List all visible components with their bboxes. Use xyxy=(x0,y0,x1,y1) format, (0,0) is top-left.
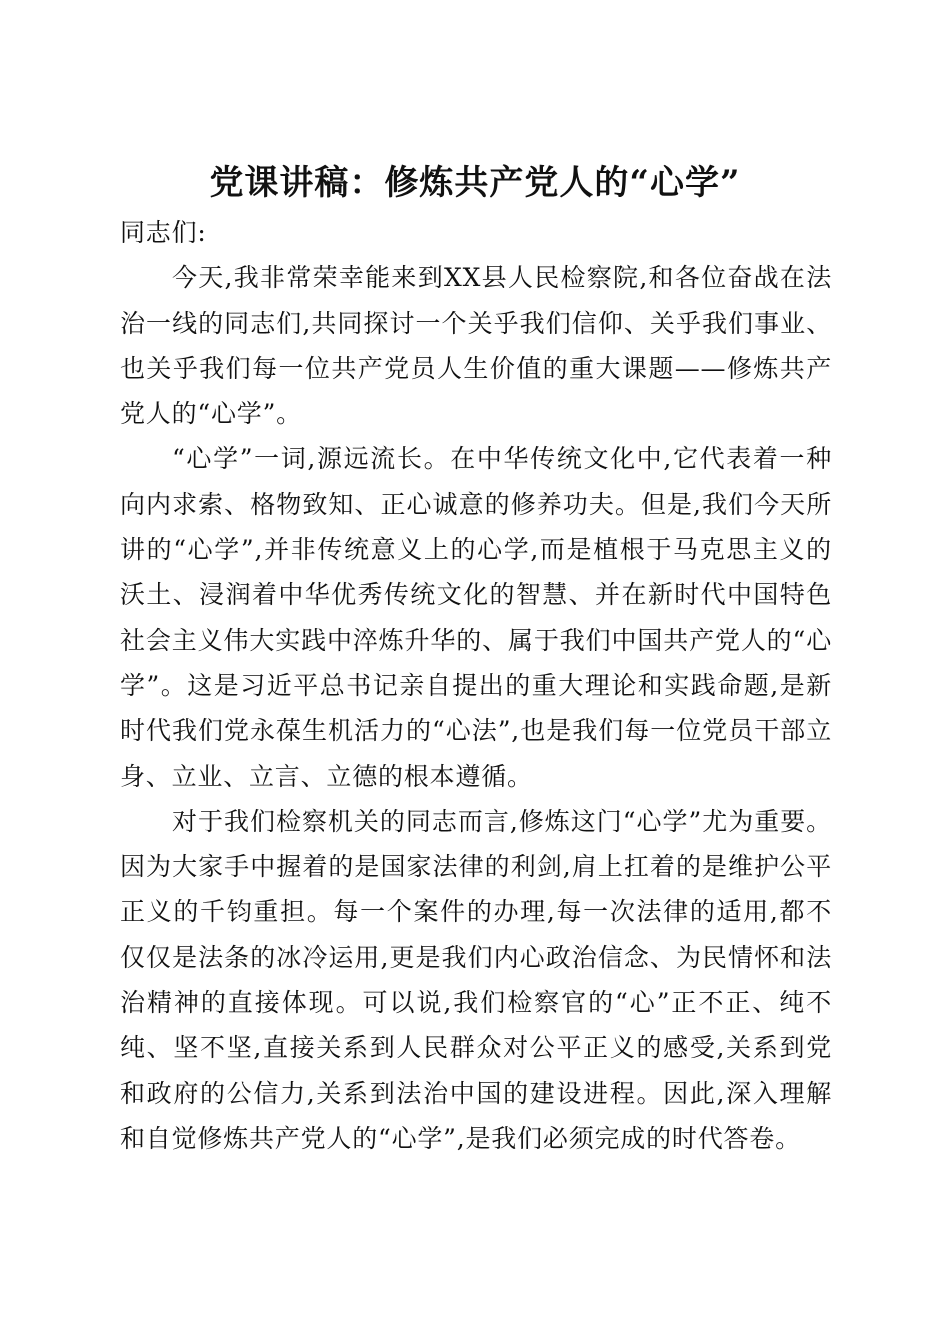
document-title: 党课讲稿：修炼共产党人的“心学” xyxy=(209,162,741,203)
paragraph-3: 对于我们检察机关的同志而言,修炼这门“心学”尤为重要。因为大家手中握着的是国家法律的利剑,肩上扛着的是维护公平正义的千钧重担。每一个案件的办理,每一次法律的适用,都不仅仅是法条的冰冷运用,更是我们内心政治信念、为民情怀和法治精神的直接体现。可以说,我们检察官的“心”正不正、纯不纯、坚不坚,直接关系到人民群众对公平正义的感受,关系到党和政府的公信力,关系到法治中国的建设进程。因此,深入理解和自觉修炼共产党人的“心学”,是我们必须完成的时代答卷。 xyxy=(120,806,832,1153)
salutation: 同志们: xyxy=(120,218,207,247)
paragraph-1: 今天,我非常荣幸能来到XX县人民检察院,和各位奋战在法治一线的同志们,共同探讨一个关乎我们信仰、关乎我们事业、也关乎我们每一位共产党员人生价值的重大课题——修炼共产党人的“心学”。 xyxy=(120,263,832,429)
document-body xyxy=(120,210,832,1161)
paragraph-2: “心学”一词,源远流长。在中华传统文化中,它代表着一种向内求索、格物致知、正心诚意的修养功夫。但是,我们今天所讲的“心学”,并非传统意义上的心学,而是植根于马克思主义的沃土、浸润着中华优秀传统文化的智慧、并在新时代中国特色社会主义伟大实践中淬炼升华的、属于我们中国共产党人的“心学”。这是习近平总书记亲自提出的重大理论和实践命题,是新时代我们党永葆生机活力的“心法”,也是我们每一位党员干部立身、立业、立言、立德的根本遵循。 xyxy=(120,444,832,791)
